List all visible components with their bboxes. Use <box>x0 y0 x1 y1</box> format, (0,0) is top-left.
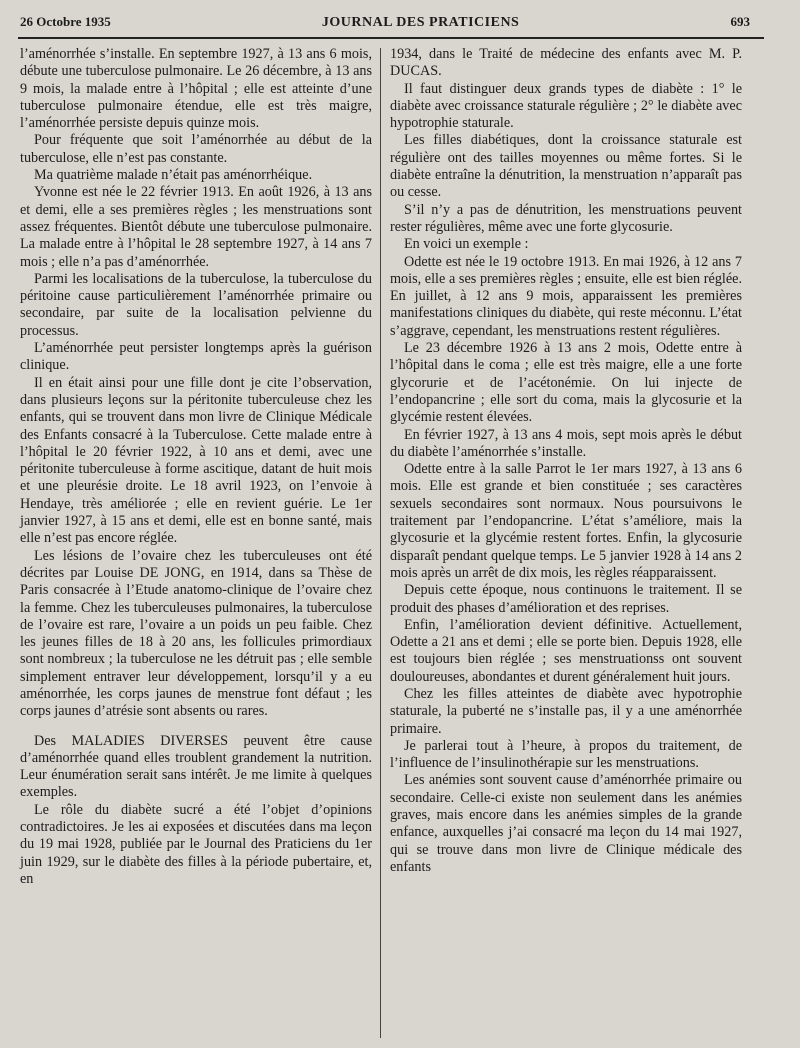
paragraph: Enfin, l’amélioration devient définitive. Actuellement, Odette a 21 ans et demi ; elle se porte bien. Depuis 1928, elle est toujours bien réglée ; ses menstruationss ont souvent douloureuses, abondantes et durent généralement huit jours. <box>390 616 742 685</box>
paragraph: Les filles diabétiques, dont la croissance staturale est régulière ont des tailles moyennes ou même fortes. Si le diabète entraîne la dénutrition, la menstruation n’apparaît pas ou cesse. <box>390 132 742 201</box>
paragraph: Des MALADIES DIVERSES peuvent être cause d’aménorrhée quand elles troublent grandement la nutrition. Leur énumération serait sans intérêt. Je me limite à quelques exemples. <box>20 732 372 801</box>
paragraph: En février 1927, à 13 ans 4 mois, sept mois après le début du diabète l’aménorrhée s’installe. <box>390 426 742 460</box>
paragraph: Je parlerai tout à l’heure, à propos du traitement, de l’influence de l’insulinothérapie sur les menstruations. <box>390 737 742 772</box>
paragraph: L’aménorrhée peut persister longtemps après la guérison clinique. <box>20 340 372 374</box>
paragraph: Ma quatrième malade n’était pas aménorrhéique. <box>34 167 313 184</box>
paragraph: En voici un exemple : <box>404 236 529 253</box>
page-number: 693 <box>730 14 750 29</box>
column-divider <box>380 48 381 1038</box>
paragraph: 1934, dans le Traité de médecine des enfants avec M. P. DUCAS. <box>390 46 742 80</box>
paragraph: Odette est née le 19 octobre 1913. En mai 1926, à 12 ans 7 mois, elle a ses premières règles ; ensuite, elle est bien réglée. En juillet, à 12 ans 9 mois, apparaissent les premières manifestations cliniques du diabète, qui reste méconnu. L’état s’aggrave, cependant, les menstruations restent régulières. <box>390 253 742 339</box>
paragraph: Le 23 décembre 1926 à 13 ans 2 mois, Odette entre à l’hôpital dans le coma ; elle est très maigre, elle a une forte glycorurie et de l’acétonémie. On lui injecte de l’endopancrine ; elle sort du coma, mais la glycosurie et la glycémie restent élevées. <box>390 340 742 426</box>
paragraph: Il faut distinguer deux grands types de diabète : 1° le diabète avec croissance staturale régulière ; 2° le diabète avec hypotrophie staturale. <box>390 80 742 132</box>
left-column <box>20 46 372 888</box>
page-header <box>20 14 750 36</box>
header-date: 26 Octobre 1935 <box>20 14 111 29</box>
paragraph: Depuis cette époque, nous continuons le traitement. Il se produit des phases d’amélioration et des reprises. <box>390 582 742 616</box>
right-column <box>390 46 742 876</box>
paragraph: Les lésions de l’ovaire chez les tuberculeuses ont été décrites par Louise DE JONG, en 1914, dans sa Thèse de Paris consacrée à l’Etude anatomo-clinique de l’ovaire chez la femme. Chez les tuberculeuses pulmonaires, la tuberculose de l’ovaire est rare, l’ovaire a un poids un peu faible. Chez les jeunes filles de 18 à 20 ans, les follicules primordiaux sont nombreux ; la tuberculose ne les détruit pas ; elle semble simplement entraver leur développement, lorsqu’il y a eu aménorrhée, les corps jaunes de menstrue font défaut ; les corps jaunes d’atrésie sont absents ou rares. <box>20 547 372 720</box>
paragraph: Yvonne est née le 22 février 1913. En août 1926, à 13 ans et demi, elle a ses premières règles ; les menstruations sont assez fréquentes. Bientôt débute une tuberculose pulmonaire. La malade entre à l’hôpital le 28 septembre 1927, à 14 ans 7 mois ; elle n’a pas d’aménorrhée. <box>20 184 372 270</box>
journal-title: JOURNAL DES PRATICIENS <box>321 15 520 30</box>
paragraph: Chez les filles atteintes de diabète avec hypotrophie staturale, la puberté ne s’installe pas, il y a une aménorrhée primaire. <box>390 685 742 737</box>
paragraph: l’aménorrhée s’installe. En septembre 1927, à 13 ans 6 mois, débute une tuberculose pulmonaire. Le 26 décembre, à 13 ans 9 mois, la malade entre à l’hôpital ; elle est atteinte d’une tuberculose pulmonaire étendue, elle est très maigre, l’aménorrhée persiste depuis quinze mois. <box>20 46 372 132</box>
header-rule <box>18 37 764 39</box>
paragraph: Le rôle du diabète sucré a été l’objet d’opinions contradictoires. Je les ai exposées et discutées dans ma leçon du 19 mai 1928, publiée par le Journal des Praticiens du 1er juin 1929, sur le diabète des filles à la période pubertaire, et, en <box>20 801 372 887</box>
paragraph: Odette entre à la salle Parrot le 1er mars 1927, à 13 ans 6 mois. Elle est grande et bien constituée ; ses caractères sexuels secondaires sont normaux. Nous poursuivons le traitement par l’endopancrine. L’état s’améliore, mais la glycosurie et la glycémie restent fortes. Enfin, la glycosurie disparaît pendant quelque temps. Le 5 janvier 1928 à 14 ans 2 mois après un arrêt de dix mois, les règles réapparaissent. <box>390 461 742 581</box>
paragraph: S’il n’y a pas de dénutrition, les menstruations peuvent rester régulières, même avec une forte glycosurie. <box>390 201 742 235</box>
paragraph: Il en était ainsi pour une fille dont je cite l’observation, dans plusieurs leçons sur la péritonite tuberculeuse chez les enfants, qui se trouvent dans mon livre de Clinique Médicale des Enfants consacré à la Tuberculose. Cette malade entre à l’hôpital le 20 février 1922, à 10 ans et demi, avec une péritonite tuberculeuse à forme ascitique, datant de huit mois et une pleurésie droite. Le 18 avril 1923, on l’envoie à Hendaye, très améliorée ; elle en revient guérie. Le 1er janvier 1927, à 15 ans et demi, elle est en bonne santé, mais elle n’est pas encore réglée. <box>20 374 372 547</box>
paragraph: Pour fréquente que soit l’aménorrhée au début de la tuberculose, elle n’est pas constante. <box>20 132 372 166</box>
paragraph: Les anémies sont souvent cause d’aménorrhée primaire ou secondaire. Celle-ci existe non seulement dans les anémies graves, mais encore dans les anémies simples de la grande enfance, auxquelles j’ai consacré ma leçon du 14 mai 1927, qui se trouve dans mon livre de Clinique médicale des enfants <box>390 772 742 875</box>
paragraph: Parmi les localisations de la tuberculose, la tuberculose du péritoine cause particulièrement l’aménorrhée primaire ou secondaire, par suite de la localisation pelvienne du processus. <box>20 270 372 339</box>
